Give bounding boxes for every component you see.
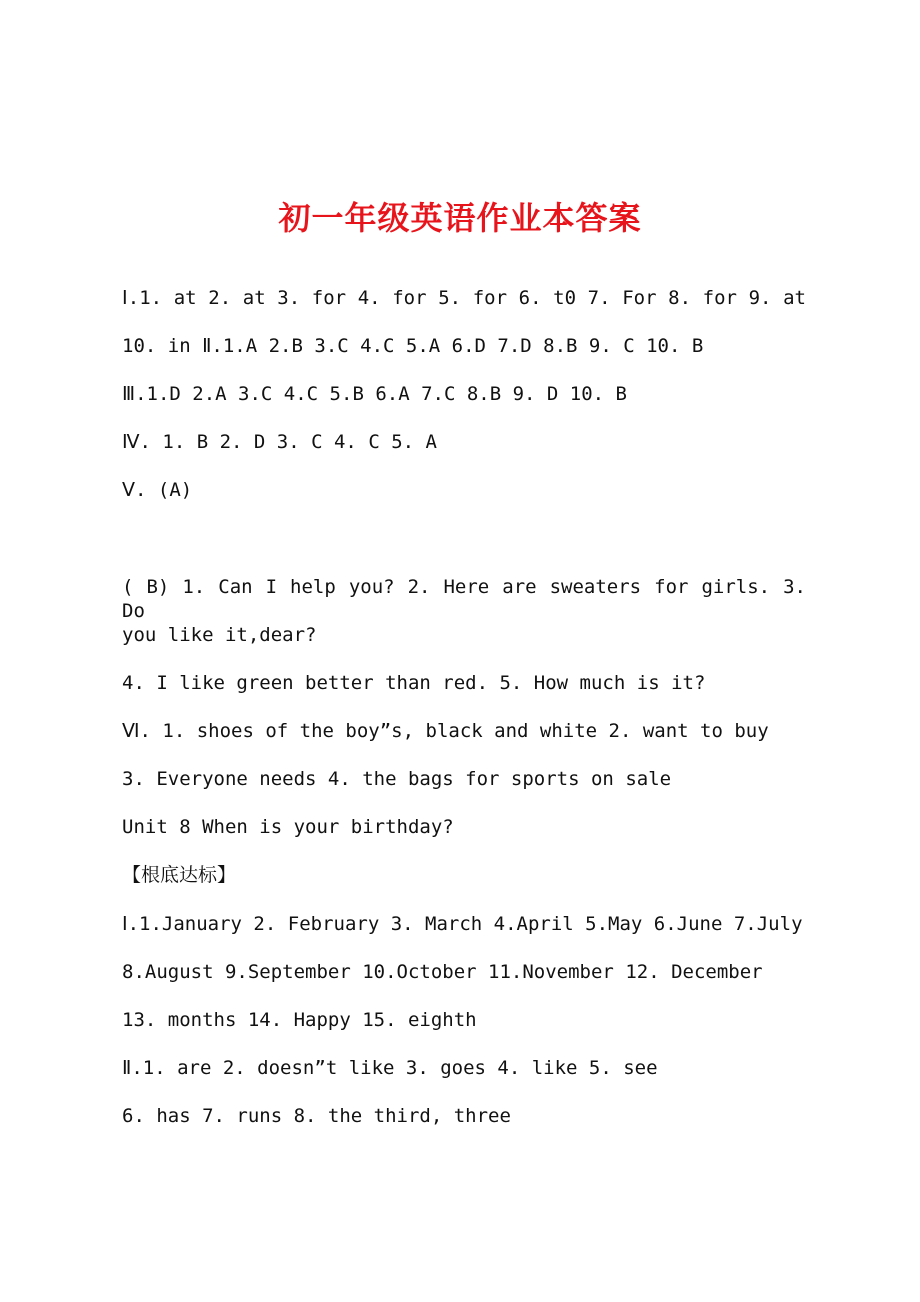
unit-heading: Unit 8 When is your birthday?: [122, 816, 454, 838]
answer-line-14: 8.August 9.September 10.October 11.November 12. December: [122, 961, 763, 983]
answer-line-5: Ⅴ. (A): [122, 479, 193, 501]
document-title: 初一年级英语作业本答案: [278, 199, 642, 237]
answer-line-17: 6. has 7. runs 8. the third, three: [122, 1105, 511, 1127]
answer-line-4: Ⅳ. 1. B 2. D 3. C 4. C 5. A: [122, 431, 437, 453]
answer-line-1: Ⅰ.1. at 2. at 3. for 4. for 5. for 6. t0 7. For 8. for 9. at: [122, 287, 806, 309]
section-heading: 【根底达标】: [122, 864, 237, 886]
answer-line-8: 4. I like green better than red. 5. How much is it?: [122, 672, 706, 694]
answer-line-2: 10. in Ⅱ.1.A 2.B 3.C 4.C 5.A 6.D 7.D 8.B 9. C 10. B: [122, 335, 704, 357]
answer-line-13: Ⅰ.1.January 2. February 3. March 4.April 5.May 6.June 7.July: [122, 913, 803, 935]
answer-line-15: 13. months 14. Happy 15. eighth: [122, 1009, 477, 1031]
answer-line-3: Ⅲ.1.D 2.A 3.C 4.C 5.B 6.A 7.C 8.B 9. D 10. B: [122, 383, 627, 405]
answer-line-6: ( B) 1. Can I help you? 2. Here are sweaters for girls. 3. Do: [122, 576, 806, 622]
answer-line-9: Ⅵ. 1. shoes of the boy”s, black and white 2. want to buy: [122, 720, 769, 742]
answer-line-10: 3. Everyone needs 4. the bags for sports on sale: [122, 768, 672, 790]
answer-line-16: Ⅱ.1. are 2. doesn”t like 3. goes 4. like 5. see: [122, 1057, 658, 1079]
answer-line-7: you like it,dear?: [122, 624, 317, 646]
